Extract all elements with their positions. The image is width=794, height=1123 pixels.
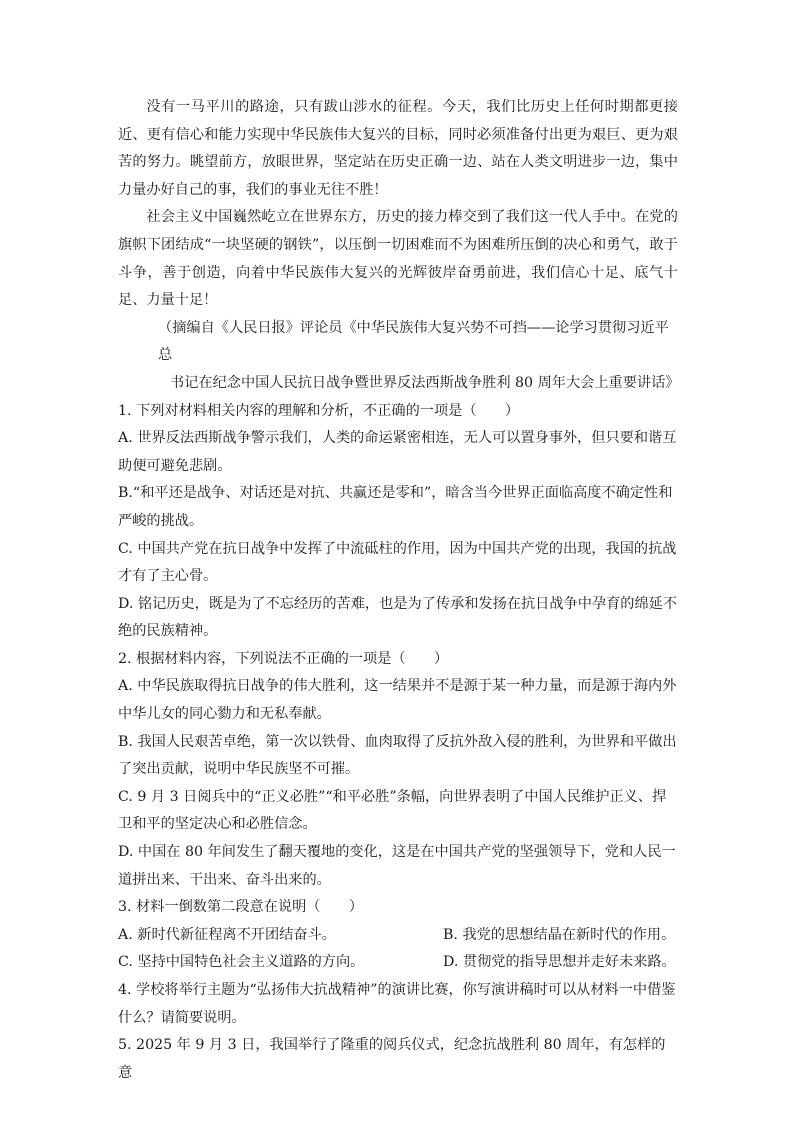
option-d: D. 中国在 80 年间发生了翻天覆地的变化，这是在中国共产党的坚强领导下，党和人民一道拼出来、干出来、奋斗出来的。 [118, 844, 676, 888]
question-2 [118, 646, 678, 894]
question-1 [118, 398, 678, 646]
question-3 [118, 894, 678, 977]
option-c: C. 中国共产党在抗日战争中发挥了中流砥柱的作用，因为中国共产党的出现，我国的抗战才有了主心骨。 [118, 540, 677, 585]
option-row-2 [118, 949, 678, 977]
option-b: B. 我国人民艰苦卓绝，第一次以铁骨、血肉取得了反抗外敌入侵的胜利，为世界和平做出了突出贡献，说明中华民族坚不可摧。 [118, 733, 677, 778]
source-citation-line-2: 书记在纪念中国人民抗日战争暨世界反法西斯战争胜利 80 周年大会上重要讲话》 [170, 374, 680, 391]
option-a: A. 世界反法西斯战争警示我们，人类的命运紧密相连，无人可以置身事外，但只要和谐互助便可避免悲剧。 [118, 430, 677, 474]
question-stem: 5. 2025 年 9 月 3 日，我国举行了隆重的阅兵仪式，纪念抗战胜利 80 周年，有怎样的意 [118, 1037, 666, 1081]
passage-paragraph-2: 社会主义中国巍然屹立在世界东方，历史的接力棒交到了我们这一代人手中。在党的旗帜下团结成“一块坚硬的钢铁”，以压倒一切困难而不为困难所压倒的决心和勇气，敢于斗争，善于创造，向着中华民族伟大复兴的光辉彼岸奋勇前进，我们信心十足、底气十足、力量十足！ [118, 209, 678, 309]
option-c: C. 坚持中国特色社会主义道路的方向。 [118, 954, 365, 971]
question-stem: 2. 根据材料内容，下列说法不正确的一项是（ ） [118, 650, 449, 667]
option-d: D. 铭记历史，既是为了不忘经历的苦难，也是为了传承和发扬在抗日战争中孕育的绵延不绝的民族精神。 [118, 595, 678, 640]
question-5 [118, 1032, 678, 1087]
document-page [118, 94, 678, 1087]
question-stem: 3. 材料一倒数第二段意在说明（ ） [118, 899, 364, 916]
option-row-1 [118, 922, 678, 950]
option-a: A. 中华民族取得抗日战争的伟大胜利，这一结果并不是源于某一种力量，而是源于海内外中华儿女的同心勠力和无私奉献。 [118, 678, 677, 723]
source-citation-line-1: （摘编自《人民日报》评论员《中华民族伟大复兴势不可挡——论学习贯彻习近平总 [158, 319, 669, 364]
option-a: A. 新时代新征程离不开团结奋斗。 [118, 926, 336, 943]
option-b: B. 我党的思想结晶在新时代的作用。 [443, 926, 676, 943]
passage-paragraph-1: 没有一马平川的路途，只有跋山涉水的征程。今天，我们比历史上任何时期都更接近、更有信心和能力实现中华民族伟大复兴的目标，同时必须准备付出更为艰巨、更为艰苦的努力。眺望前方，放眼世界，坚定站在历史正确一边、站在人类文明进步一边，集中力量办好自己的事，我们的事业无往不胜！ [118, 99, 678, 198]
question-stem: 1. 下列对材料相关内容的理解和分析，不正确的一项是（ ） [118, 402, 520, 419]
option-d: D. 贯彻党的指导思想并走好未来路。 [443, 954, 676, 971]
option-c: C. 9 月 3 日阅兵中的“正义必胜”“和平必胜”条幅，向世界表明了中国人民维护正义、捍卫和平的坚定决心和必胜信念。 [118, 788, 667, 833]
option-b: B.“和平还是战争、对话还是对抗、共赢还是零和”，暗含当今世界正面临高度不确定性和严峻的挑战。 [118, 485, 673, 529]
source-citation [118, 315, 678, 398]
question-stem: 4. 学校将举行主题为“弘扬伟大抗战精神”的演讲比赛，你写演讲稿时可以从材料一中借鉴什么？请简要说明。 [118, 982, 676, 1026]
question-4 [118, 977, 678, 1032]
